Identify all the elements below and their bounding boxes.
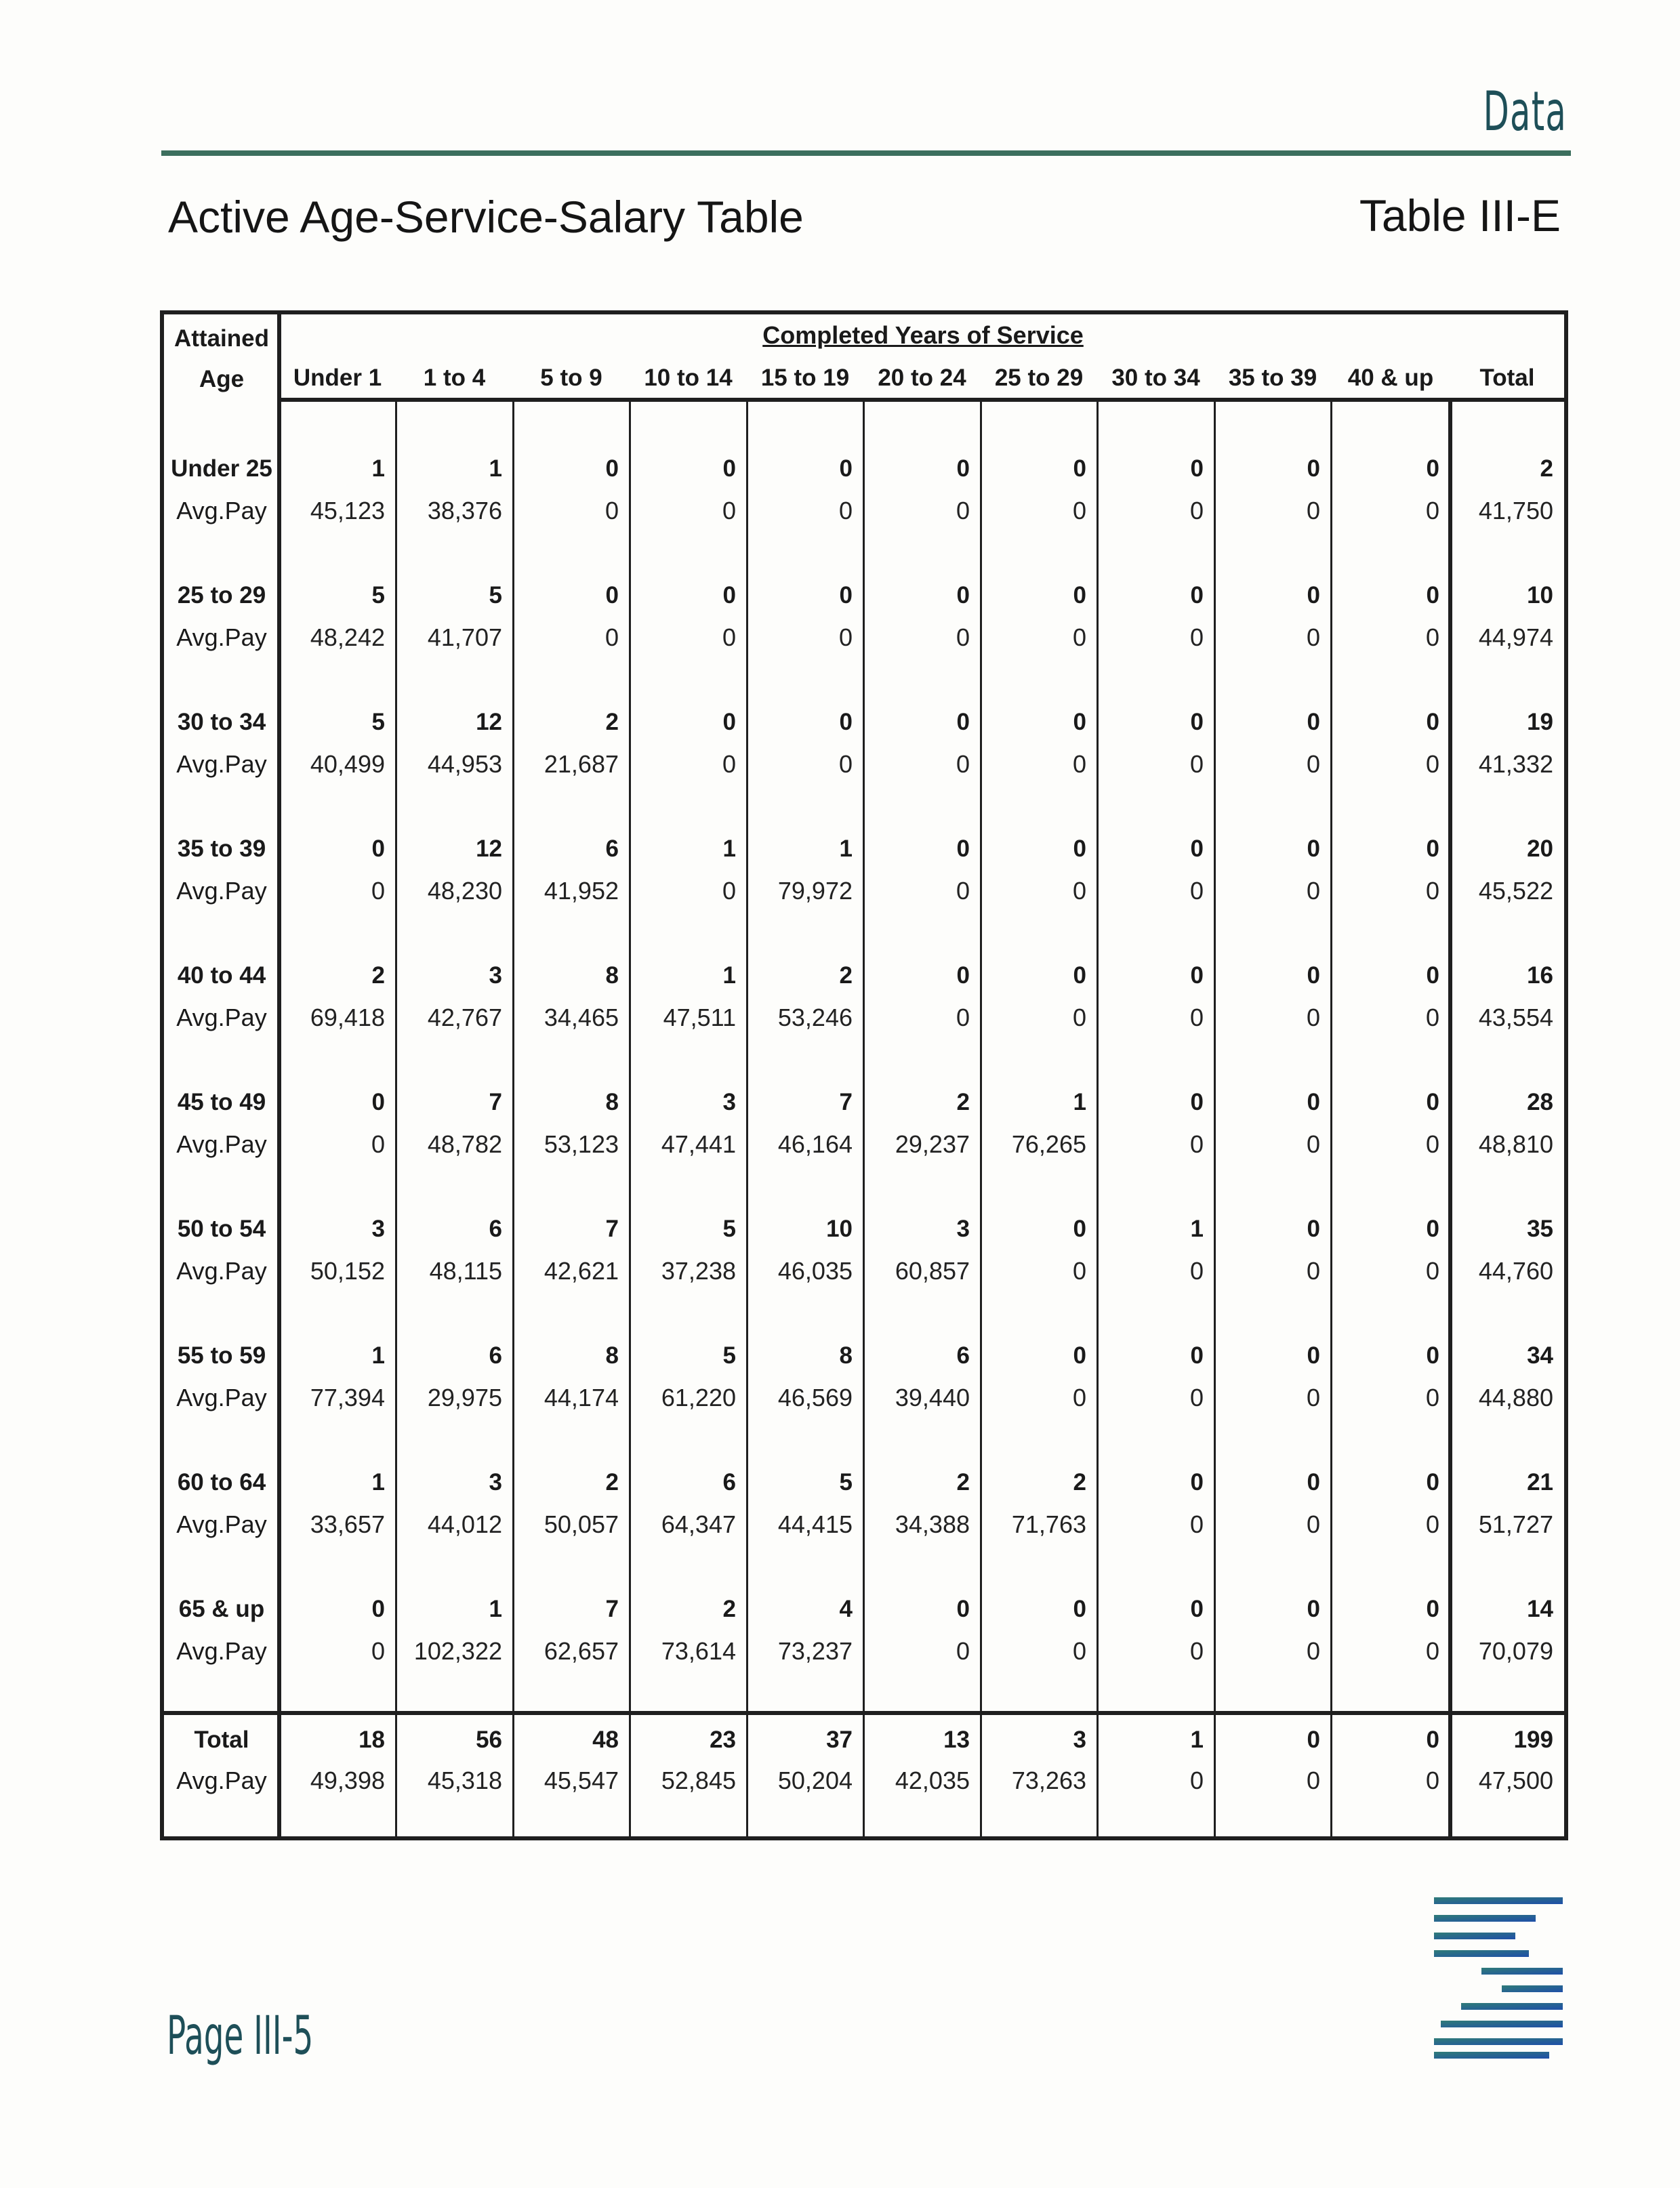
count-cell: 2 xyxy=(722,1596,736,1622)
avg-pay-cell: 48,782 xyxy=(427,1130,502,1158)
avg-pay-cell: 45,123 xyxy=(310,497,385,524)
avg-pay-cell: 43,554 xyxy=(1478,1004,1553,1031)
count-cell: 7 xyxy=(489,1089,502,1115)
count-cell: 1 xyxy=(371,1469,385,1495)
count-cell: 0 xyxy=(1190,582,1204,608)
age-band-label: 60 to 64 xyxy=(177,1469,266,1495)
avg-pay-cell: 44,760 xyxy=(1478,1257,1553,1285)
avg-pay-cell: 0 xyxy=(1306,1384,1320,1411)
avg-pay-cell: 102,322 xyxy=(413,1637,502,1665)
count-cell: 5 xyxy=(722,1216,736,1242)
count-cell: 0 xyxy=(1426,1342,1439,1369)
avg-pay-cell: 41,332 xyxy=(1478,750,1553,778)
count-cell: 3 xyxy=(722,1089,736,1115)
count-cell: 7 xyxy=(605,1596,619,1622)
avg-pay-label: Avg.Pay xyxy=(176,1637,267,1665)
avg-pay-cell: 0 xyxy=(1306,1257,1320,1285)
avg-pay-cell: 0 xyxy=(1306,750,1320,778)
avg-pay-cell: 46,569 xyxy=(777,1384,853,1411)
avg-pay-cell: 69,418 xyxy=(310,1004,385,1031)
avg-pay-cell: 38,376 xyxy=(427,497,502,524)
avg-pay-cell: 46,035 xyxy=(777,1257,853,1285)
avg-pay-cell: 0 xyxy=(1189,623,1204,651)
avg-pay-cell: 46,164 xyxy=(777,1130,853,1158)
count-cell: 0 xyxy=(1190,455,1204,482)
count-cell: 8 xyxy=(605,962,619,989)
age-band-label: 45 to 49 xyxy=(177,1089,266,1115)
count-cell: 0 xyxy=(956,709,970,735)
avg-pay-label: Avg.Pay xyxy=(176,497,267,524)
avg-pay-cell: 0 xyxy=(956,1637,970,1665)
column-header: 40 & up xyxy=(1347,365,1434,391)
count-cell: 0 xyxy=(839,582,853,608)
count-cell: 0 xyxy=(1426,835,1439,862)
count-cell: 2 xyxy=(605,709,619,735)
count-cell: 35 xyxy=(1527,1216,1553,1242)
column-header: 20 to 24 xyxy=(878,365,966,391)
avg-pay-cell: 0 xyxy=(1425,1004,1439,1031)
avg-pay-cell: 0 xyxy=(1189,1257,1204,1285)
count-cell: 0 xyxy=(1073,709,1086,735)
avg-pay-cell: 0 xyxy=(1072,497,1086,524)
header-divider xyxy=(279,398,1567,402)
count-cell: 0 xyxy=(1426,709,1439,735)
avg-pay-cell: 0 xyxy=(1189,1637,1204,1665)
count-cell: 0 xyxy=(1426,1089,1439,1115)
avg-pay-cell: 0 xyxy=(1072,1384,1086,1411)
count-cell: 0 xyxy=(722,709,736,735)
count-cell: 0 xyxy=(1307,1342,1320,1369)
avg-pay-cell: 0 xyxy=(1425,1257,1439,1285)
count-cell: 0 xyxy=(1190,962,1204,989)
avg-pay-cell: 0 xyxy=(1072,750,1086,778)
logo-stripe xyxy=(1502,1985,1563,1992)
age-band-label: 35 to 39 xyxy=(177,835,266,862)
count-cell: 0 xyxy=(371,1089,385,1115)
column-header: 15 to 19 xyxy=(760,365,850,391)
count-cell: 4 xyxy=(839,1596,853,1622)
count-cell: 7 xyxy=(839,1089,853,1115)
avg-pay-cell: 42,621 xyxy=(544,1257,619,1285)
count-cell: 21 xyxy=(1527,1469,1553,1495)
avg-pay-label: Avg.Pay xyxy=(176,1510,267,1538)
count-cell: 2 xyxy=(956,1469,970,1495)
avg-pay-cell: 0 xyxy=(838,623,853,651)
count-cell: 0 xyxy=(956,1596,970,1622)
count-cell: 8 xyxy=(839,1342,853,1369)
count-cell: 6 xyxy=(956,1342,970,1369)
avg-pay-cell: 29,975 xyxy=(427,1384,502,1411)
count-cell: 0 xyxy=(371,835,385,862)
age-band-label: 30 to 34 xyxy=(177,709,266,735)
header-rule xyxy=(161,150,1571,156)
count-cell: 0 xyxy=(1426,582,1439,608)
count-cell: 14 xyxy=(1527,1596,1553,1622)
count-cell: 3 xyxy=(489,1469,502,1495)
logo-stripe xyxy=(1434,1915,1536,1922)
avg-pay-cell: 0 xyxy=(1306,623,1320,651)
count-cell: 1 xyxy=(371,1342,385,1369)
column-header: 10 to 14 xyxy=(644,365,733,391)
count-cell: 3 xyxy=(489,962,502,989)
count-cell: 0 xyxy=(956,835,970,862)
avg-pay-cell: 0 xyxy=(1425,1637,1439,1665)
total-avg-pay-cell: 45,318 xyxy=(427,1767,502,1794)
avg-pay-cell: 42,767 xyxy=(427,1004,502,1031)
avg-pay-cell: 0 xyxy=(722,877,736,905)
count-cell: 5 xyxy=(371,582,385,608)
count-cell: 0 xyxy=(1426,455,1439,482)
avg-pay-cell: 0 xyxy=(1425,1510,1439,1538)
avg-pay-cell: 34,465 xyxy=(544,1004,619,1031)
column-header: 5 to 9 xyxy=(540,365,602,391)
avg-pay-label: Avg.Pay xyxy=(176,1004,267,1031)
total-avg-pay-cell: 0 xyxy=(1425,1767,1439,1794)
count-cell: 0 xyxy=(1307,835,1320,862)
avg-pay-cell: 0 xyxy=(956,750,970,778)
avg-pay-label: Avg.Pay xyxy=(176,750,267,778)
logo-stripe xyxy=(1434,1950,1529,1957)
total-divider xyxy=(163,1711,1567,1715)
logo-stripe xyxy=(1434,2052,1549,2059)
column-header: 1 to 4 xyxy=(423,365,486,391)
count-cell: 0 xyxy=(1307,455,1320,482)
count-cell: 0 xyxy=(1307,1596,1320,1622)
page-number: Page III-5 xyxy=(167,2006,314,2067)
total-count-cell: 37 xyxy=(826,1727,853,1753)
avg-pay-cell: 0 xyxy=(1189,750,1204,778)
avg-pay-cell: 0 xyxy=(1072,877,1086,905)
count-cell: 0 xyxy=(605,582,619,608)
avg-pay-cell: 0 xyxy=(1072,1257,1086,1285)
avg-pay-cell: 0 xyxy=(838,750,853,778)
total-count-cell: 18 xyxy=(358,1727,385,1753)
count-cell: 7 xyxy=(605,1216,619,1242)
avg-pay-cell: 44,415 xyxy=(777,1510,853,1538)
avg-pay-cell: 50,057 xyxy=(544,1510,619,1538)
corner-label: Age xyxy=(199,366,245,392)
avg-pay-cell: 0 xyxy=(1425,750,1439,778)
logo-stripe xyxy=(1434,1897,1563,1904)
page-title: Active Age-Service-Salary Table xyxy=(168,192,804,242)
count-cell: 1 xyxy=(1190,1216,1204,1242)
column-header: 30 to 34 xyxy=(1111,365,1200,391)
count-cell: 6 xyxy=(489,1216,502,1242)
avg-pay-cell: 0 xyxy=(722,750,736,778)
count-cell: 5 xyxy=(839,1469,853,1495)
avg-pay-cell: 41,952 xyxy=(544,877,619,905)
count-cell: 0 xyxy=(839,709,853,735)
avg-pay-cell: 71,763 xyxy=(1011,1510,1086,1538)
count-cell: 20 xyxy=(1527,835,1553,862)
count-cell: 10 xyxy=(1527,582,1553,608)
count-cell: 2 xyxy=(1073,1469,1086,1495)
total-avg-pay-cell: 52,845 xyxy=(661,1767,736,1794)
count-cell: 0 xyxy=(1073,962,1086,989)
count-cell: 0 xyxy=(1307,1216,1320,1242)
avg-pay-cell: 0 xyxy=(1306,1130,1320,1158)
count-cell: 0 xyxy=(1073,1596,1086,1622)
avg-pay-cell: 73,614 xyxy=(661,1637,736,1665)
avg-pay-cell: 0 xyxy=(1189,1130,1204,1158)
count-cell: 1 xyxy=(371,455,385,482)
total-avg-pay-cell: 50,204 xyxy=(777,1767,853,1794)
avg-pay-cell: 64,347 xyxy=(661,1510,736,1538)
avg-pay-cell: 62,657 xyxy=(544,1637,619,1665)
count-cell: 6 xyxy=(722,1469,736,1495)
count-cell: 0 xyxy=(1073,455,1086,482)
total-count-cell: 56 xyxy=(476,1727,502,1753)
count-cell: 0 xyxy=(1073,1216,1086,1242)
count-cell: 16 xyxy=(1527,962,1553,989)
count-cell: 0 xyxy=(1307,1089,1320,1115)
count-cell: 1 xyxy=(1073,1089,1086,1115)
count-cell: 0 xyxy=(371,1596,385,1622)
avg-pay-cell: 79,972 xyxy=(777,877,853,905)
avg-pay-label: Avg.Pay xyxy=(176,1384,267,1411)
column-header: Under 1 xyxy=(293,365,382,391)
count-cell: 0 xyxy=(722,455,736,482)
avg-pay-cell: 50,152 xyxy=(310,1257,385,1285)
total-avg-pay-cell: 49,398 xyxy=(310,1767,385,1794)
avg-pay-cell: 44,953 xyxy=(427,750,502,778)
avg-pay-label: Avg.Pay xyxy=(176,877,267,905)
count-cell: 2 xyxy=(371,962,385,989)
total-avg-pay-cell: 0 xyxy=(1306,1767,1320,1794)
total-avg-pay-cell: 45,547 xyxy=(544,1767,619,1794)
avg-pay-label: Avg.Pay xyxy=(176,1767,267,1794)
column-header: Total xyxy=(1479,365,1535,391)
total-count-cell: 199 xyxy=(1513,1727,1553,1753)
avg-pay-cell: 53,246 xyxy=(777,1004,853,1031)
avg-pay-cell: 0 xyxy=(1306,1004,1320,1031)
count-cell: 19 xyxy=(1527,709,1553,735)
avg-pay-cell: 61,220 xyxy=(661,1384,736,1411)
count-cell: 0 xyxy=(1307,1469,1320,1495)
avg-pay-cell: 0 xyxy=(956,497,970,524)
total-avg-pay-cell: 47,500 xyxy=(1478,1767,1553,1794)
age-band-label: 50 to 54 xyxy=(177,1216,266,1242)
avg-pay-cell: 0 xyxy=(1425,1130,1439,1158)
total-count-cell: 3 xyxy=(1073,1727,1086,1753)
total-avg-pay-cell: 0 xyxy=(1189,1767,1204,1794)
avg-pay-cell: 0 xyxy=(1072,1004,1086,1031)
avg-pay-cell: 0 xyxy=(956,1004,970,1031)
avg-pay-cell: 0 xyxy=(1306,1637,1320,1665)
count-cell: 34 xyxy=(1527,1342,1553,1369)
count-cell: 0 xyxy=(1426,1469,1439,1495)
count-cell: 0 xyxy=(1307,962,1320,989)
super-header: Completed Years of Service xyxy=(762,321,1084,349)
count-cell: 3 xyxy=(956,1216,970,1242)
avg-pay-cell: 37,238 xyxy=(661,1257,736,1285)
count-cell: 1 xyxy=(489,455,502,482)
count-cell: 6 xyxy=(489,1342,502,1369)
avg-pay-cell: 33,657 xyxy=(310,1510,385,1538)
age-band-label: 25 to 29 xyxy=(177,582,266,608)
avg-pay-cell: 21,687 xyxy=(544,750,619,778)
count-cell: 3 xyxy=(371,1216,385,1242)
company-logo-icon xyxy=(1434,1897,1563,2060)
avg-pay-cell: 53,123 xyxy=(544,1130,619,1158)
avg-pay-cell: 0 xyxy=(1425,1384,1439,1411)
avg-pay-cell: 0 xyxy=(605,623,619,651)
avg-pay-label: Avg.Pay xyxy=(176,623,267,651)
count-cell: 0 xyxy=(1073,582,1086,608)
count-cell: 2 xyxy=(956,1089,970,1115)
avg-pay-cell: 60,857 xyxy=(895,1257,970,1285)
total-count-cell: 1 xyxy=(1190,1727,1204,1753)
total-avg-pay-cell: 73,263 xyxy=(1011,1767,1086,1794)
avg-pay-cell: 48,810 xyxy=(1478,1130,1553,1158)
count-cell: 0 xyxy=(956,962,970,989)
avg-pay-cell: 77,394 xyxy=(310,1384,385,1411)
count-cell: 0 xyxy=(1190,1089,1204,1115)
avg-pay-label: Avg.Pay xyxy=(176,1257,267,1285)
avg-pay-cell: 47,441 xyxy=(661,1130,736,1158)
count-cell: 0 xyxy=(1190,1342,1204,1369)
avg-pay-cell: 0 xyxy=(371,1130,385,1158)
avg-pay-cell: 0 xyxy=(956,623,970,651)
count-cell: 0 xyxy=(1426,1596,1439,1622)
count-cell: 0 xyxy=(956,455,970,482)
avg-pay-cell: 44,880 xyxy=(1478,1384,1553,1411)
avg-pay-cell: 0 xyxy=(1072,623,1086,651)
total-label: Total xyxy=(194,1727,249,1753)
avg-pay-cell: 0 xyxy=(1425,623,1439,651)
count-cell: 1 xyxy=(722,835,736,862)
total-avg-pay-cell: 42,035 xyxy=(895,1767,970,1794)
count-cell: 12 xyxy=(476,709,502,735)
logo-stripe xyxy=(1461,2003,1563,2010)
count-cell: 0 xyxy=(605,455,619,482)
avg-pay-cell: 44,012 xyxy=(427,1510,502,1538)
avg-pay-cell: 0 xyxy=(1189,877,1204,905)
avg-pay-cell: 0 xyxy=(956,877,970,905)
count-cell: 0 xyxy=(1190,1596,1204,1622)
count-cell: 2 xyxy=(1540,455,1553,482)
count-cell: 0 xyxy=(839,455,853,482)
count-cell: 5 xyxy=(722,1342,736,1369)
avg-pay-cell: 0 xyxy=(1425,877,1439,905)
count-cell: 8 xyxy=(605,1342,619,1369)
age-band-label: Under 25 xyxy=(171,455,272,482)
avg-pay-cell: 34,388 xyxy=(895,1510,970,1538)
avg-pay-cell: 0 xyxy=(1306,1510,1320,1538)
avg-pay-cell: 0 xyxy=(1189,1510,1204,1538)
count-cell: 0 xyxy=(956,582,970,608)
total-count-cell: 13 xyxy=(943,1727,970,1753)
logo-stripe xyxy=(1434,2038,1563,2045)
avg-pay-cell: 0 xyxy=(371,877,385,905)
count-cell: 0 xyxy=(1073,835,1086,862)
count-cell: 8 xyxy=(605,1089,619,1115)
count-cell: 0 xyxy=(1190,835,1204,862)
avg-pay-cell: 29,237 xyxy=(895,1130,970,1158)
avg-pay-cell: 0 xyxy=(1189,497,1204,524)
count-cell: 12 xyxy=(476,835,502,862)
section-label: Data xyxy=(1483,80,1567,143)
count-cell: 0 xyxy=(1190,1469,1204,1495)
avg-pay-label: Avg.Pay xyxy=(176,1130,267,1158)
avg-pay-cell: 48,242 xyxy=(310,623,385,651)
count-cell: 5 xyxy=(371,709,385,735)
avg-pay-cell: 44,974 xyxy=(1478,623,1553,651)
column-header: 25 to 29 xyxy=(994,365,1084,391)
avg-pay-cell: 44,174 xyxy=(544,1384,619,1411)
age-band-label: 55 to 59 xyxy=(177,1342,266,1369)
column-header: 35 to 39 xyxy=(1228,365,1317,391)
avg-pay-cell: 0 xyxy=(1425,497,1439,524)
avg-pay-cell: 0 xyxy=(1189,1004,1204,1031)
avg-pay-cell: 39,440 xyxy=(895,1384,970,1411)
total-count-cell: 48 xyxy=(592,1727,619,1753)
avg-pay-cell: 48,115 xyxy=(429,1257,502,1285)
count-cell: 5 xyxy=(489,582,502,608)
avg-pay-cell: 51,727 xyxy=(1478,1510,1553,1538)
count-cell: 1 xyxy=(839,835,853,862)
avg-pay-cell: 48,230 xyxy=(427,877,502,905)
avg-pay-cell: 0 xyxy=(1072,1637,1086,1665)
count-cell: 2 xyxy=(839,962,853,989)
table-id: Table III-E xyxy=(1359,190,1561,241)
logo-stripe xyxy=(1434,1933,1515,1939)
avg-pay-cell: 47,511 xyxy=(663,1004,736,1031)
logo-stripe xyxy=(1481,1968,1563,1975)
count-cell: 0 xyxy=(1073,1342,1086,1369)
avg-pay-cell: 0 xyxy=(605,497,619,524)
avg-pay-cell: 0 xyxy=(722,497,736,524)
avg-pay-cell: 0 xyxy=(1306,877,1320,905)
age-band-label: 40 to 44 xyxy=(177,962,266,989)
count-cell: 0 xyxy=(1426,962,1439,989)
count-cell: 0 xyxy=(722,582,736,608)
total-count-cell: 23 xyxy=(710,1727,736,1753)
logo-stripe xyxy=(1441,2021,1563,2027)
count-cell: 1 xyxy=(722,962,736,989)
avg-pay-cell: 73,237 xyxy=(777,1637,853,1665)
count-cell: 28 xyxy=(1527,1089,1553,1115)
count-cell: 6 xyxy=(605,835,619,862)
total-count-cell: 0 xyxy=(1426,1727,1439,1753)
avg-pay-cell: 0 xyxy=(371,1637,385,1665)
count-cell: 0 xyxy=(1190,709,1204,735)
avg-pay-cell: 70,079 xyxy=(1478,1637,1553,1665)
avg-pay-cell: 45,522 xyxy=(1478,877,1553,905)
avg-pay-cell: 40,499 xyxy=(310,750,385,778)
avg-pay-cell: 0 xyxy=(722,623,736,651)
total-count-cell: 0 xyxy=(1307,1727,1320,1753)
avg-pay-cell: 41,750 xyxy=(1478,497,1553,524)
count-cell: 0 xyxy=(1426,1216,1439,1242)
avg-pay-cell: 76,265 xyxy=(1011,1130,1086,1158)
count-cell: 1 xyxy=(489,1596,502,1622)
count-cell: 0 xyxy=(1307,709,1320,735)
age-band-label: 65 & up xyxy=(178,1596,265,1622)
avg-pay-cell: 0 xyxy=(838,497,853,524)
avg-pay-cell: 0 xyxy=(1189,1384,1204,1411)
count-cell: 2 xyxy=(605,1469,619,1495)
count-cell: 10 xyxy=(826,1216,853,1242)
avg-pay-cell: 0 xyxy=(1306,497,1320,524)
corner-label: Attained xyxy=(174,325,269,352)
avg-pay-cell: 41,707 xyxy=(427,623,502,651)
count-cell: 0 xyxy=(1307,582,1320,608)
